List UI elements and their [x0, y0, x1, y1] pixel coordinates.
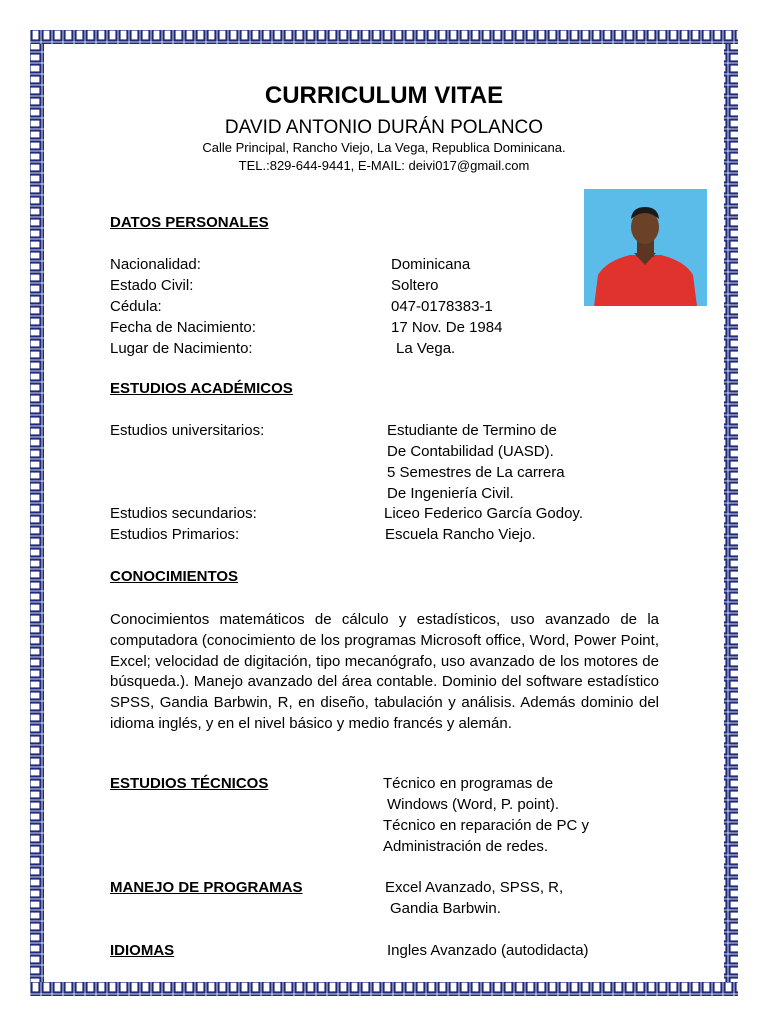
value-cedula: 047-0178383-1	[391, 298, 493, 315]
programas-line-2: Gandia Barbwin.	[390, 900, 501, 917]
programas-line-1: Excel Avanzado, SPSS, R,	[385, 879, 564, 896]
label-estudios-primarios: Estudios Primarios:	[110, 526, 240, 543]
label-estudios-universitarios: Estudios universitarios:	[110, 422, 265, 439]
universitarios-line-4: De Ingeniería Civil.	[387, 485, 514, 502]
value-lugar-nacimiento: La Vega.	[396, 340, 456, 357]
universitarios-line-3: 5 Semestres de La carrera	[387, 464, 565, 481]
universitarios-line-1: Estudiante de Termino de	[387, 422, 557, 439]
address: Calle Principal, Rancho Viejo, La Vega, Republica Dominicana.	[202, 140, 566, 155]
value-estudios-primarios: Escuela Rancho Viejo.	[385, 526, 536, 543]
cv-title: CURRICULUM VITAE	[264, 82, 504, 109]
section-heading-conocimientos: CONOCIMIENTOS	[110, 568, 239, 585]
label-nacionalidad: Nacionalidad:	[110, 256, 201, 273]
label-estudios-secundarios: Estudios secundarios:	[110, 505, 257, 522]
contact-info: TEL.:829-644-9441, E-MAIL: deivi017@gmail.com	[238, 158, 530, 173]
label-estado-civil: Estado Civil:	[110, 277, 194, 294]
value-estado-civil: Soltero	[391, 277, 439, 294]
profile-photo	[584, 189, 707, 306]
section-heading-manejo-programas: MANEJO DE PROGRAMAS	[110, 879, 303, 896]
tecnicos-line-2: Windows (Word, P. point).	[387, 796, 560, 813]
label-fecha-nacimiento: Fecha de Nacimiento:	[110, 319, 256, 336]
value-fecha-nacimiento: 17 Nov. De 1984	[391, 319, 503, 336]
universitarios-line-2: De Contabilidad (UASD).	[387, 443, 554, 460]
section-heading-estudios-academicos: ESTUDIOS ACADÉMICOS	[110, 380, 293, 397]
section-heading-idiomas: IDIOMAS	[110, 942, 175, 959]
candidate-name: DAVID ANTONIO DURÁN POLANCO	[224, 117, 544, 138]
tecnicos-line-1: Técnico en programas de	[383, 775, 554, 792]
value-estudios-secundarios: Liceo Federico García Godoy.	[384, 505, 583, 522]
tecnicos-line-4: Administración de redes.	[383, 838, 549, 855]
conocimientos-paragraph: Conocimientos matemáticos de cálculo y estadísticos, uso avanzado de la computadora (conocimiento de los programas Microsoft office, Word, Power Point, Excel; velocidad de digitación, tipo mecanógrafo, uso avanzado de los motores de búsqueda.). Manejo avanzado del área contable. Dominio del software estadístico SPSS, Gandia Barbwin, R, en diseño, tabulación y análisis. Además dominio del idioma inglés, y en el nivel básico y medio francés y alemán.	[110, 611, 659, 732]
label-cedula: Cédula:	[110, 298, 162, 315]
section-heading-datos-personales: DATOS PERSONALES	[110, 214, 269, 231]
section-heading-estudios-tecnicos: ESTUDIOS TÉCNICOS	[110, 775, 269, 792]
value-idiomas: Ingles Avanzado (autodidacta)	[387, 942, 589, 959]
label-lugar-nacimiento: Lugar de Nacimiento:	[110, 340, 253, 357]
tecnicos-line-3: Técnico en reparación de PC y	[383, 817, 589, 834]
value-nacionalidad: Dominicana	[391, 256, 471, 273]
